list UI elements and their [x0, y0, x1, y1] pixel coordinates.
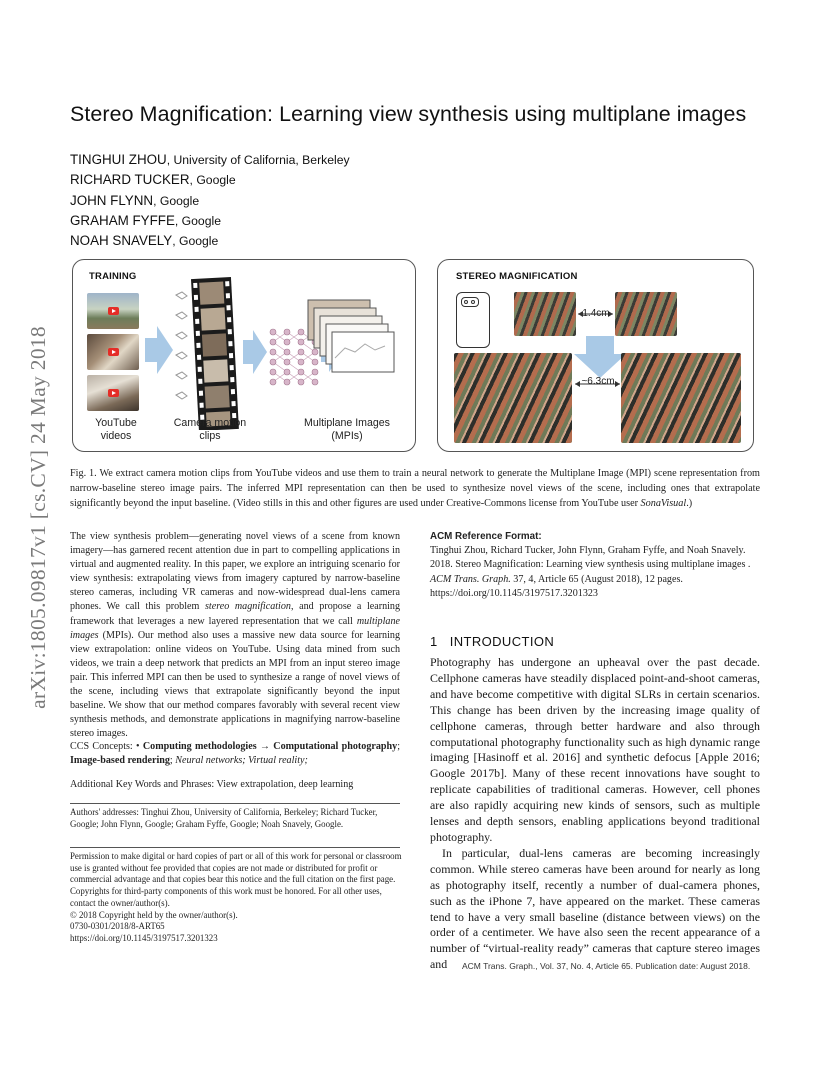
author-line: RICHARD TUCKER, Google: [70, 172, 236, 188]
synthesized-right-image: [621, 353, 741, 443]
permission-rule: [70, 847, 400, 848]
author-line: JOHN FLYNN, Google: [70, 192, 200, 208]
author-list: [70, 150, 350, 251]
training-pipeline-diagram: [73, 270, 415, 430]
training-panel: [72, 259, 416, 452]
arxiv-stamp: arXiv:1805.09817v1 [cs.CV] 24 May 2018: [25, 325, 50, 709]
pipeline-arrow-1: [145, 326, 173, 374]
author-line: TINGHUI ZHOU, University of California, Berkeley: [70, 152, 350, 167]
author-line: GRAHAM FYFFE, Google: [70, 212, 221, 228]
abstract: The view synthesis problem—generating novel views of a scene from known imagery—has garnered recent attention due in part to compelling applications in virtual and augmented reality. In this paper, we explore an intriguing scenario for view synthesis: extrapolating views from imagery captured by narrow-baseline stereo cameras, including VR cameras and now-widespread dual-lens camera phones. We call this problem stereo magnification, and propose a learning framework that leverages a new layered representation that we call multiplane images (MPIs). Our method also uses a massive new data source for learning view extrapolation: online videos on YouTube. Using data mined from such videos, we train a deep network that predicts an MPI from an input stereo image pair. This inferred MPI can then be used to synthesize a range of novel views of the scene, including views that extrapolate significantly beyond the input baseline. We show that our method compares favorably with several recent view synthesis methods, and demonstrate applications in magnifying narrow-baseline stereo images.: [70, 531, 401, 740]
intro-paragraph: In particular, dual-lens cameras are becoming increasingly common. While stereo cameras have been around for nearly as long as photography itself, recently a number of dual-camera phones, such as the iPhone 7, have appeared on the market. These cameras tend to have a very small baseline (distance between views) on the order of a centimeter. We have also seen the recent appearance of a number of “virtual-reality ready” cameras that capture stereo images and: [430, 845, 760, 972]
stereo-magnification-label: STEREO MAGNIFICATION: [456, 271, 578, 282]
camera-motion-clips-caption: Camera motion clips: [173, 417, 247, 442]
small-baseline-label: 1.4cm: [582, 308, 610, 319]
permission-notice: Permission to make digital or hard copies of part or all of this work for personal or classroom use is granted without fee provided that copies are not made or distributed for profit or commercial advantage and that copies bear this notice and the full citation on the first page. Copyrights for third-party components of this work must be honored. For all other uses, contact the owner/author(s). © 2018 Copyright held by the owner/author(s). 0730-0301/2018/8-ART65 https://doi.org/10.1145/3197517.3201323: [70, 851, 402, 943]
film-strip: [191, 277, 239, 430]
figure-caption: Fig. 1. We extract camera motion clips from YouTube videos and use them to train a neural network to generate the Multiplane Image (MPI) scene representation from narrow-baseline stereo image pairs. The inferred MPI representation can then be used to synthesize novel views of the scene, including ones that extrapolate significantly beyond the input baseline. (Video stills in this and other figures are used under Creative-Commons license from YouTube user SonaVisual.): [70, 468, 760, 509]
section-heading-introduction: 1 INTRODUCTION: [430, 634, 555, 649]
footnote-rule: [70, 803, 400, 804]
doi-link[interactable]: https://doi.org/10.1145/3197517.3201323: [70, 932, 218, 943]
introduction-text: [430, 655, 760, 973]
large-baseline-label: ~6.3cm: [581, 376, 615, 387]
ccs-concepts: CCS Concepts: • Computing methodologies → Computational photography; Image-based rendering; Neural networks; Virtual reality;: [70, 741, 400, 767]
stereo-magnification-panel: [437, 259, 754, 452]
pipeline-arrow-2: [243, 330, 267, 374]
intro-paragraph: Photography has undergone an upheaval over the past decade. Cellphone cameras have steadily displaced point-and-shoot cameras, and have become competitive with digital SLRs in certain scenarios. This change has been driven by the increasing image quality of cellphone cameras, through better hardware and also through computational photography functionality such as high dynamic range imaging [Hasinoff et al. 2016] and synthetic defocus [Apple 2016; Google 2017b]. Many of these recent innovations have sought to replicate capabilities of traditional cameras. However, cell phones are also rapidly acquiring new kinds of sensors, such as multiple lenses and depth sensors, enabling applications beyond traditional photography.: [430, 655, 760, 844]
paper-title: Stereo Magnification: Learning view synthesis using multiplane images: [70, 102, 747, 126]
running-footer: ACM Trans. Graph., Vol. 37, No. 4, Article 65. Publication date: August 2018.: [462, 961, 751, 971]
mpi-caption: Multiplane Images (MPIs): [304, 417, 390, 442]
synthesized-left-image: [454, 353, 572, 443]
magnify-arrow: [574, 336, 626, 378]
camera-path-sketch: [176, 292, 187, 399]
keywords: Additional Key Words and Phrases: View extrapolation, deep learning: [70, 779, 354, 790]
youtube-videos-caption: YouTube videos: [95, 417, 137, 442]
training-label: TRAINING: [89, 271, 137, 282]
author-line: NOAH SNAVELY, Google: [70, 233, 219, 249]
authors-addresses: Authors' addresses: Tinghui Zhou, University of California, Berkeley; Richard Tucker, Google; John Flynn, Google; Graham Fyffe, Google; Noah Snavely, Google.: [70, 807, 378, 829]
acm-reference-format: ACM Reference Format: Tinghui Zhou, Richard Tucker, John Flynn, Graham Fyffe, and Noah Snavely. 2018. Stereo Magnification: Learning view synthesis using multiplane images . ACM Trans. Graph. 37, 4, Article 65 (August 2018), 12 pages. https://doi.org/10.1145/3197517.3201323: [430, 531, 751, 599]
mpi-stack: [308, 300, 394, 372]
